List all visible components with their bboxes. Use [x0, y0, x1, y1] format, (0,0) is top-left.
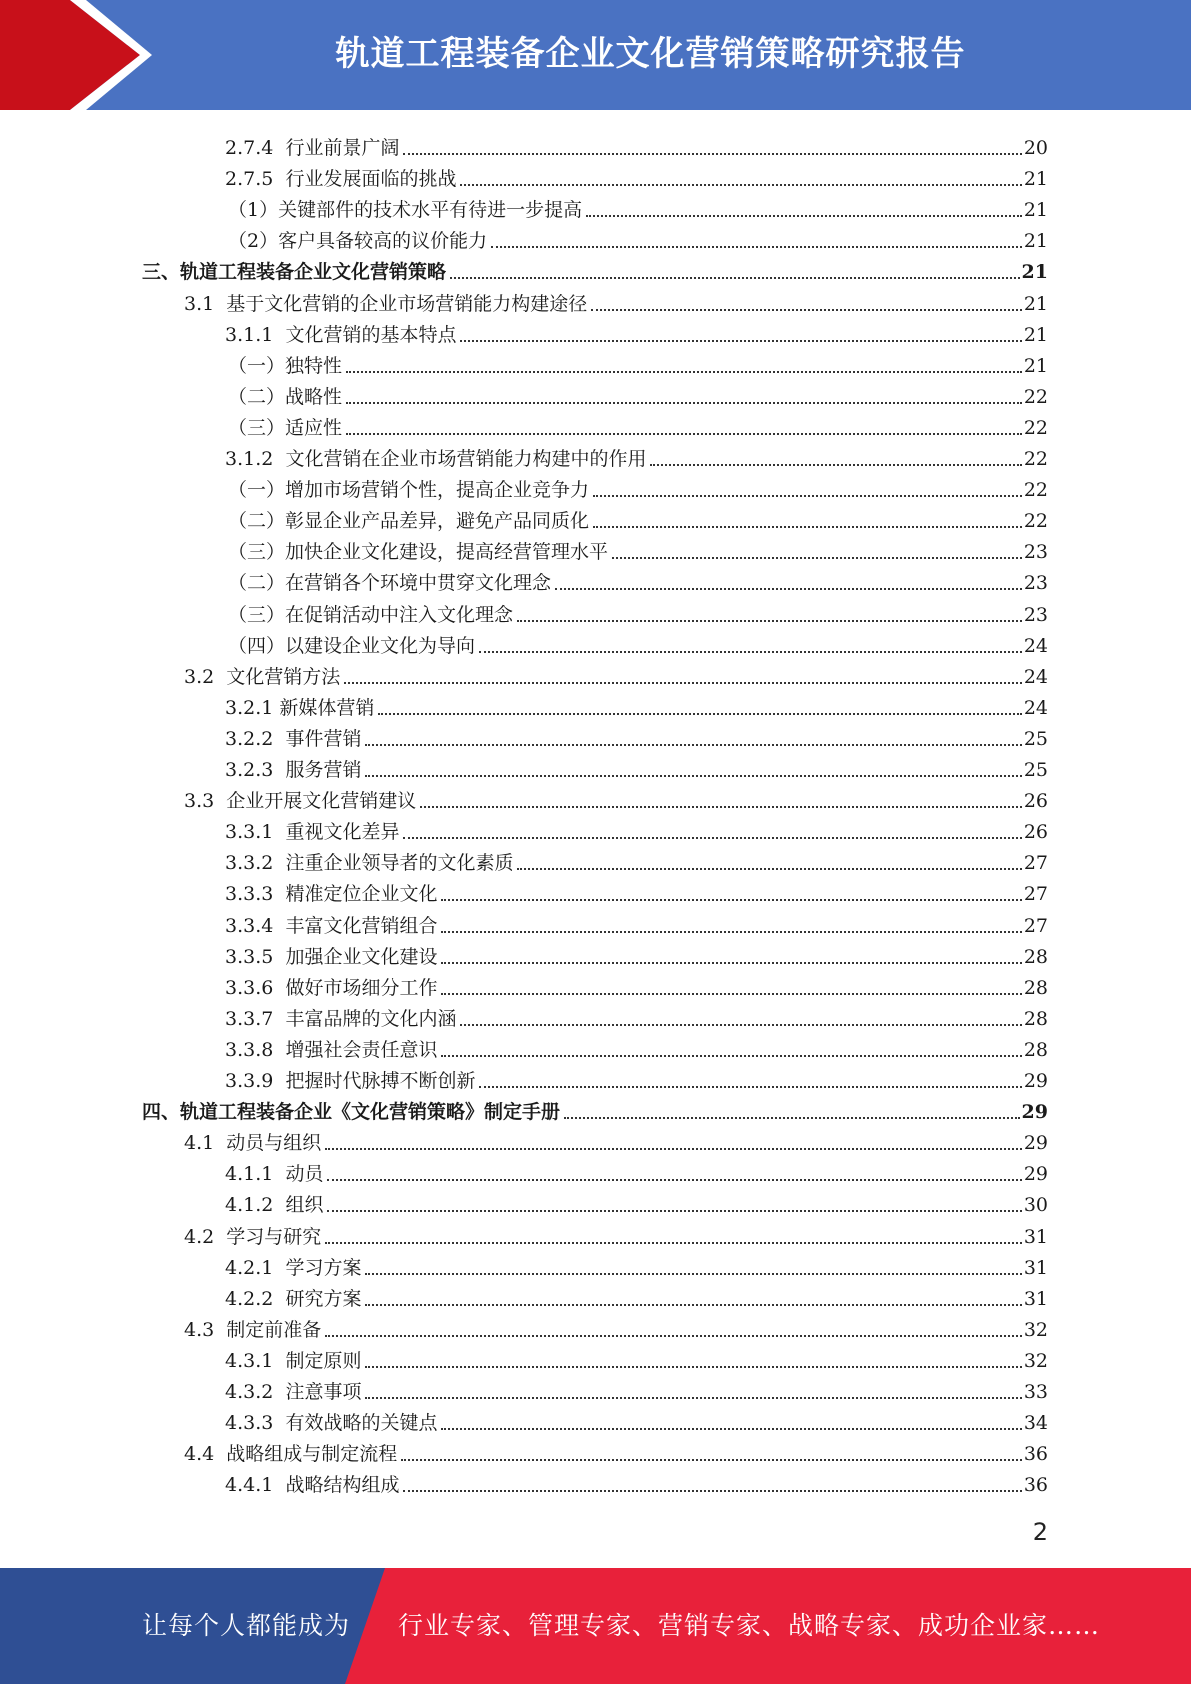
toc-entry-number: 4.3.1: [225, 1349, 286, 1372]
toc-dot-leader: [460, 183, 1021, 186]
toc-entry-page: 25: [1023, 759, 1048, 781]
toc-entry-page: 21: [1023, 354, 1048, 377]
toc-dot-leader: [403, 1489, 1021, 1492]
toc-entry-number: 4.3.2: [225, 1381, 286, 1403]
toc-entry-page: 28: [1023, 945, 1048, 968]
toc-dot-leader: [441, 1054, 1021, 1057]
toc-entry[interactable]: [225, 1154, 1048, 1185]
toc-entry[interactable]: [225, 906, 1048, 937]
toc-dot-leader: [401, 1458, 1022, 1461]
toc-entry[interactable]: [225, 688, 1048, 719]
toc-entry-title: 把握时代脉搏不断创新: [285, 1070, 476, 1092]
toc-entry[interactable]: [228, 501, 1048, 532]
toc-entry-title: （一）增加市场营销个性，提高企业竞争力: [228, 479, 590, 502]
toc-entry-page: 22: [1023, 479, 1048, 502]
toc-entry-title: 丰富品牌的文化内涵: [285, 1007, 457, 1030]
page-header: [0, 0, 1191, 110]
toc-dot-leader: [479, 650, 1022, 653]
toc-entry-title: 服务营销: [285, 759, 362, 781]
toc-entry-number: 3.1.2: [225, 448, 286, 470]
toc-entry-number: 3.3.6: [225, 976, 286, 999]
toc-entry-page: 22: [1023, 416, 1048, 439]
toc-entry-title: 文化营销在企业市场营销能力构建中的作用: [285, 448, 647, 470]
toc-entry[interactable]: [225, 750, 1048, 781]
toc-dot-leader: [378, 712, 1021, 715]
toc-entry-page: 24: [1023, 696, 1048, 719]
toc-entry[interactable]: [184, 1434, 1048, 1465]
toc-entry-page: 21: [1023, 168, 1048, 191]
toc-entry-number: 3.2.3: [225, 759, 286, 781]
toc-entry[interactable]: [225, 812, 1048, 843]
toc-entry[interactable]: [225, 968, 1048, 999]
toc-dot-leader: [365, 1272, 1021, 1275]
toc-dot-leader: [346, 370, 1022, 373]
toc-entry-page: 22: [1023, 510, 1048, 533]
toc-entry-page: 24: [1023, 665, 1048, 688]
toc-entry-page: 31: [1023, 1225, 1048, 1248]
toc-dot-leader: [460, 339, 1021, 342]
toc-entry[interactable]: [225, 315, 1048, 346]
toc-entry-number: 3.3.8: [225, 1038, 286, 1061]
toc-entry[interactable]: [225, 159, 1048, 190]
toc-entry-number: 3.1.1: [225, 323, 286, 346]
toc-entry-page: 22: [1023, 385, 1048, 408]
toc-entry-number: 3.3.9: [225, 1070, 286, 1092]
toc-entry-page: 27: [1023, 914, 1048, 937]
toc-entry-page: 23: [1023, 603, 1048, 626]
toc-entry-page: 28: [1023, 1038, 1048, 1061]
toc-entry[interactable]: [225, 1061, 1048, 1092]
toc-entry-page: 21: [1021, 261, 1048, 284]
toc-entry-number: 3.2: [184, 665, 227, 688]
toc-dot-leader: [441, 961, 1021, 964]
toc-entry-page: 21: [1023, 199, 1048, 222]
toc-dot-leader: [517, 867, 1021, 870]
toc-entry-title: （三）加快企业文化建设，提高经营管理水平: [228, 541, 609, 564]
toc-entry-page: 31: [1023, 1287, 1048, 1310]
toc-entry[interactable]: [225, 1279, 1048, 1310]
toc-dot-leader: [420, 805, 1022, 808]
toc-entry-number: 4.2.2: [225, 1287, 286, 1310]
toc-dot-leader: [365, 1396, 1021, 1399]
toc-entry-title: 文化营销方法: [226, 665, 341, 688]
toc-entry[interactable]: [225, 1248, 1048, 1279]
toc-entry[interactable]: [225, 937, 1048, 968]
toc-entry-number: 4.1.1: [225, 1163, 286, 1186]
toc-entry-title: 行业前景广阔: [285, 137, 400, 159]
toc-entry[interactable]: [228, 626, 1048, 657]
toc-entry[interactable]: [228, 595, 1048, 626]
toc-entry[interactable]: [184, 1310, 1048, 1341]
toc-entry-title: （二）彰显企业产品差异，避免产品同质化: [228, 510, 590, 533]
toc-dot-leader: [441, 1427, 1021, 1430]
toc-entry[interactable]: [228, 377, 1048, 408]
toc-entry-page: 28: [1023, 1007, 1048, 1030]
toc-entry-page: 34: [1023, 1412, 1048, 1435]
toc-entry[interactable]: [228, 221, 1048, 252]
toc-entry[interactable]: [225, 1341, 1048, 1372]
toc-entry-page: 22: [1023, 448, 1048, 470]
toc-entry-page: 32: [1023, 1318, 1048, 1341]
toc-dot-leader: [591, 308, 1022, 311]
toc-dot-leader: [586, 214, 1022, 217]
toc-dot-leader: [327, 1209, 1021, 1212]
toc-entry-title: 研究方案: [285, 1287, 362, 1310]
toc-entry-page: 33: [1023, 1381, 1048, 1403]
toc-entry-number: 3.3: [184, 790, 227, 813]
toc-dot-leader: [365, 1303, 1021, 1306]
toc-entry[interactable]: [228, 190, 1048, 221]
toc-dot-leader: [612, 556, 1022, 559]
toc-entry-number: 3.1: [184, 292, 227, 315]
toc-entry[interactable]: [184, 657, 1048, 688]
toc-entry-page: 23: [1023, 572, 1048, 595]
toc-dot-leader: [441, 898, 1021, 901]
toc-entry-page: 27: [1023, 852, 1048, 875]
footer-slogan-left: 让每个人都能成为: [142, 1611, 351, 1640]
toc-dot-leader: [517, 619, 1022, 622]
toc-dot-leader: [325, 1334, 1022, 1337]
toc-entry-title: 增强社会责任意识: [285, 1038, 438, 1061]
toc-entry-number: 3.3.4: [225, 914, 286, 937]
toc-dot-leader: [460, 1023, 1021, 1026]
toc-entry-title: 三、轨道工程装备企业文化营销策略: [142, 261, 447, 284]
toc-entry[interactable]: [142, 252, 1048, 283]
toc-entry-title: 丰富文化营销组合: [285, 914, 438, 937]
toc-entry-number: 3.2.2: [225, 727, 286, 750]
toc-entry[interactable]: [225, 1372, 1048, 1403]
toc-dot-leader: [403, 152, 1021, 155]
toc-entry-title: 注重企业领导者的文化素质: [285, 852, 514, 875]
toc-entry-title: 文化营销的基本特点: [285, 323, 457, 346]
toc-entry-page: 26: [1023, 790, 1048, 813]
toc-entry-title: 企业开展文化营销建议: [226, 790, 417, 813]
toc-entry-title: （1）关键部件的技术水平有待进一步提高: [228, 199, 583, 222]
toc-entry-number: 3.3.2: [225, 852, 286, 875]
toc-dot-leader: [346, 401, 1022, 404]
toc-dot-leader: [325, 1241, 1022, 1244]
toc-entry-number: 4.3.3: [225, 1412, 286, 1435]
toc-entry-page: 31: [1023, 1256, 1048, 1279]
toc-entry-number: 3.2.1: [225, 696, 280, 719]
toc-dot-leader: [479, 1085, 1021, 1088]
toc-entry-page: 23: [1023, 541, 1048, 564]
toc-entry-title: 四、轨道工程装备企业《文化营销策略》制定手册: [142, 1101, 561, 1124]
toc-entry-title: 制定原则: [285, 1349, 362, 1372]
toc-dot-leader: [327, 1178, 1021, 1181]
toc-entry-page: 20: [1023, 137, 1048, 159]
toc-dot-leader: [403, 836, 1021, 839]
toc-entry-number: 4.3: [184, 1318, 227, 1341]
toc-entry-title: （三）适应性: [228, 416, 343, 439]
toc-entry[interactable]: [184, 284, 1048, 315]
toc-entry[interactable]: [225, 1185, 1048, 1216]
toc-dot-leader: [650, 463, 1021, 466]
toc-entry-page: 28: [1023, 976, 1048, 999]
toc-entry-page: 29: [1021, 1101, 1048, 1124]
toc-entry-number: 4.2.1: [225, 1256, 286, 1279]
toc-entry-page: 32: [1023, 1349, 1048, 1372]
toc-entry-number: 2.7.5: [225, 168, 286, 191]
toc-dot-leader: [564, 1116, 1020, 1119]
toc-entry-page: 30: [1023, 1194, 1048, 1217]
toc-dot-leader: [365, 1365, 1021, 1368]
toc-entry[interactable]: [225, 999, 1048, 1030]
toc-entry[interactable]: [225, 439, 1048, 470]
toc-entry-title: （二）战略性: [228, 385, 343, 408]
toc-entry-page: 29: [1023, 1132, 1048, 1155]
toc-entry-number: 3.3.5: [225, 945, 286, 968]
toc-dot-leader: [593, 525, 1022, 528]
toc-entry-title: （2）客户具备较高的议价能力: [228, 230, 488, 253]
toc-entry-page: 26: [1023, 821, 1048, 844]
toc-entry-page: 29: [1023, 1070, 1048, 1092]
toc-entry-number: 4.2: [184, 1225, 227, 1248]
page-number: 2: [1032, 1518, 1048, 1546]
toc-entry-title: 战略结构组成: [285, 1474, 400, 1497]
toc-entry[interactable]: [228, 408, 1048, 439]
toc-entry-title: 基于文化营销的企业市场营销能力构建途径: [226, 292, 588, 315]
toc-entry[interactable]: [228, 532, 1048, 563]
toc-entry-number: 4.4: [184, 1443, 227, 1466]
toc-entry-title: （三）在促销活动中注入文化理念: [228, 603, 514, 626]
toc-entry-page: 25: [1023, 727, 1048, 750]
toc-dot-leader: [344, 681, 1022, 684]
toc-entry-title: 战略组成与制定流程: [226, 1443, 398, 1466]
toc-entry[interactable]: [225, 1403, 1048, 1434]
toc-dot-leader: [346, 432, 1022, 435]
toc-entry[interactable]: [142, 1092, 1048, 1123]
toc-entry-page: 24: [1023, 634, 1048, 657]
page-footer: [0, 1568, 1191, 1684]
toc-entry-title: 有效战略的关键点: [285, 1412, 438, 1435]
toc-dot-leader: [325, 1147, 1022, 1150]
toc-dot-leader: [365, 743, 1021, 746]
toc-dot-leader: [491, 245, 1022, 248]
toc-entry-number: 4.1.2: [225, 1194, 286, 1217]
toc-entry-title: 学习方案: [285, 1256, 362, 1279]
toc-entry-title: 做好市场细分工作: [285, 976, 438, 999]
toc-entry[interactable]: [184, 1123, 1048, 1154]
toc-entry-number: 3.3.3: [225, 883, 286, 906]
toc-entry-title: 行业发展面临的挑战: [285, 168, 457, 191]
toc-entry-page: 36: [1023, 1474, 1048, 1497]
toc-entry-title: 注意事项: [285, 1381, 362, 1403]
footer-slogan-right: 行业专家、管理专家、营销专家、战略专家、成功企业家……: [398, 1611, 1101, 1640]
toc-entry-page: 27: [1023, 883, 1048, 906]
toc-entry[interactable]: [225, 874, 1048, 905]
toc-entry-title: 新媒体营销: [279, 696, 375, 719]
toc-entry[interactable]: [225, 719, 1048, 750]
toc-entry-title: 加强企业文化建设: [285, 945, 438, 968]
toc-entry-number: 4.4.1: [225, 1474, 286, 1497]
toc-entry[interactable]: [225, 1030, 1048, 1061]
toc-entry[interactable]: [225, 843, 1048, 874]
toc-entry[interactable]: [225, 128, 1048, 159]
toc-entry-title: （四）以建设企业文化为导向: [228, 634, 476, 657]
toc-entry[interactable]: [228, 563, 1048, 594]
toc-entry-title: 精准定位企业文化: [285, 883, 438, 906]
toc-dot-leader: [441, 992, 1021, 995]
toc-entry[interactable]: [184, 1217, 1048, 1248]
toc-dot-leader: [450, 276, 1020, 279]
toc-entry-number: 3.3.1: [225, 821, 286, 844]
toc-entry-title: 动员与组织: [226, 1132, 322, 1155]
toc-entry-title: 事件营销: [285, 727, 362, 750]
toc-entry-number: 3.3.7: [225, 1007, 286, 1030]
toc-dot-leader: [593, 494, 1022, 497]
toc-entry-number: 2.7.4: [225, 137, 286, 159]
toc-entry-page: 21: [1023, 292, 1048, 315]
toc-entry-page: 29: [1023, 1163, 1048, 1186]
toc-entry-title: 制定前准备: [226, 1318, 322, 1341]
toc-entry-title: 学习与研究: [226, 1225, 322, 1248]
toc-entry-title: （二）在营销各个环境中贯穿文化理念: [228, 572, 552, 595]
toc-entry[interactable]: [228, 470, 1048, 501]
toc-entry-title: 动员: [285, 1163, 324, 1186]
toc-dot-leader: [555, 587, 1022, 590]
toc-entry-page: 36: [1023, 1443, 1048, 1466]
toc-entry-title: （一）独特性: [228, 354, 343, 377]
toc-entry[interactable]: [184, 781, 1048, 812]
toc-entry-title: 组织: [285, 1194, 324, 1217]
toc-dot-leader: [365, 774, 1021, 777]
toc-entry-number: 4.1: [184, 1132, 227, 1155]
toc-dot-leader: [441, 930, 1021, 933]
toc-entry-page: 21: [1023, 323, 1048, 346]
report-title: 轨道工程装备企业文化营销策略研究报告: [335, 34, 966, 74]
toc-entry[interactable]: [228, 346, 1048, 377]
toc-entry-title: 重视文化差异: [285, 821, 400, 844]
toc-entry[interactable]: [225, 1465, 1048, 1496]
toc-entry-page: 21: [1023, 230, 1048, 253]
